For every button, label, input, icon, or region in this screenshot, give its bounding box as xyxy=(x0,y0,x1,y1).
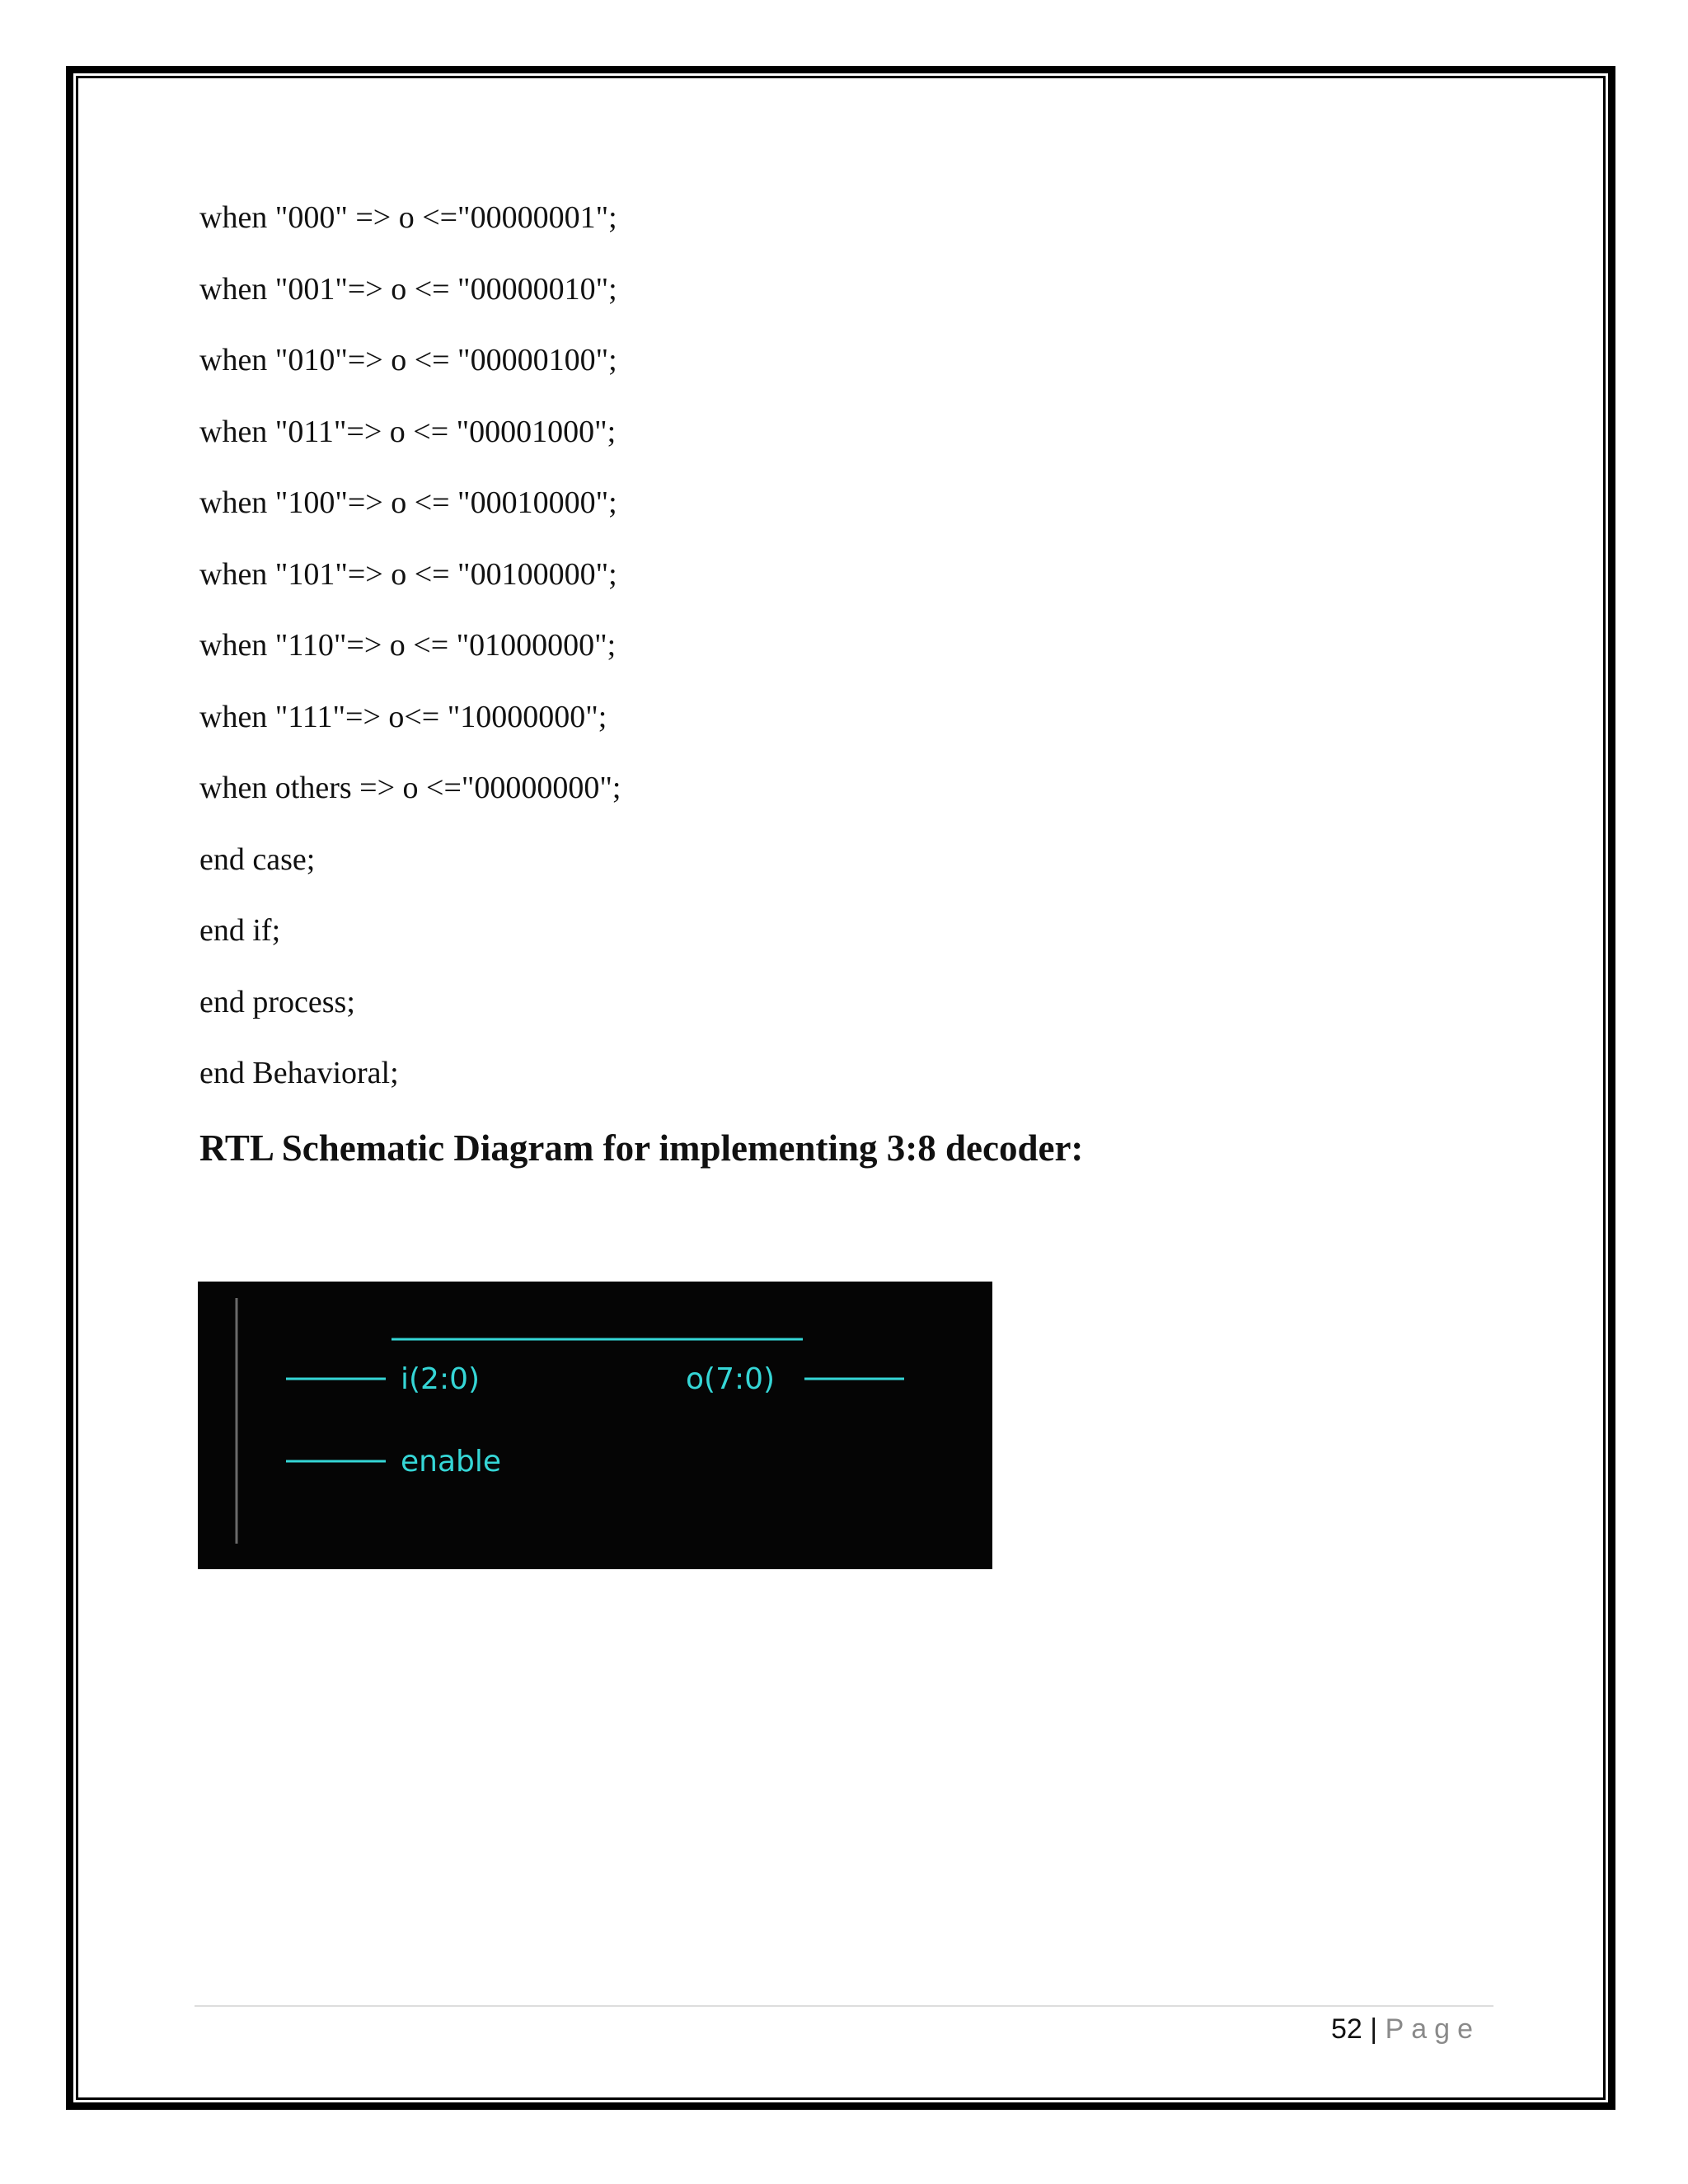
page-label: Page xyxy=(1385,2013,1480,2045)
section-heading: RTL Schematic Diagram for implementing 3:8 decoder: xyxy=(199,1127,1084,1169)
code-line: end case; xyxy=(199,841,316,877)
code-line: end if; xyxy=(199,913,281,948)
code-line: when "011"=> o <= "00001000"; xyxy=(199,414,617,449)
output-port-label: o(7:0) xyxy=(686,1362,776,1396)
input-port-label: i(2:0) xyxy=(401,1362,481,1396)
vhdl-code-block xyxy=(199,196,621,1123)
code-line: when "111"=> o<= "10000000"; xyxy=(199,699,607,734)
rtl-schematic-svg xyxy=(198,1282,992,1569)
code-line: end Behavioral; xyxy=(199,1056,399,1090)
code-line: when "010"=> o <= "00000100"; xyxy=(199,343,617,377)
code-line: end process; xyxy=(199,984,355,1019)
enable-port-label: enable xyxy=(401,1445,502,1479)
page-number: 52 xyxy=(1331,2013,1362,2045)
footer-divider xyxy=(195,2005,1493,2007)
rtl-schematic-image xyxy=(198,1282,992,1569)
page-separator: | xyxy=(1370,2013,1378,2045)
code-line: when others => o <="00000000"; xyxy=(199,771,621,805)
code-line: when "100"=> o <= "00010000"; xyxy=(199,485,617,520)
page-footer xyxy=(1331,2009,1480,2049)
code-line: when "101"=> o <= "00100000"; xyxy=(199,556,617,592)
code-line: when "000" => o <="00000001"; xyxy=(199,200,617,235)
code-line: when "001"=> o <= "00000010"; xyxy=(199,271,617,307)
code-line: when "110"=> o <= "01000000"; xyxy=(199,628,617,663)
